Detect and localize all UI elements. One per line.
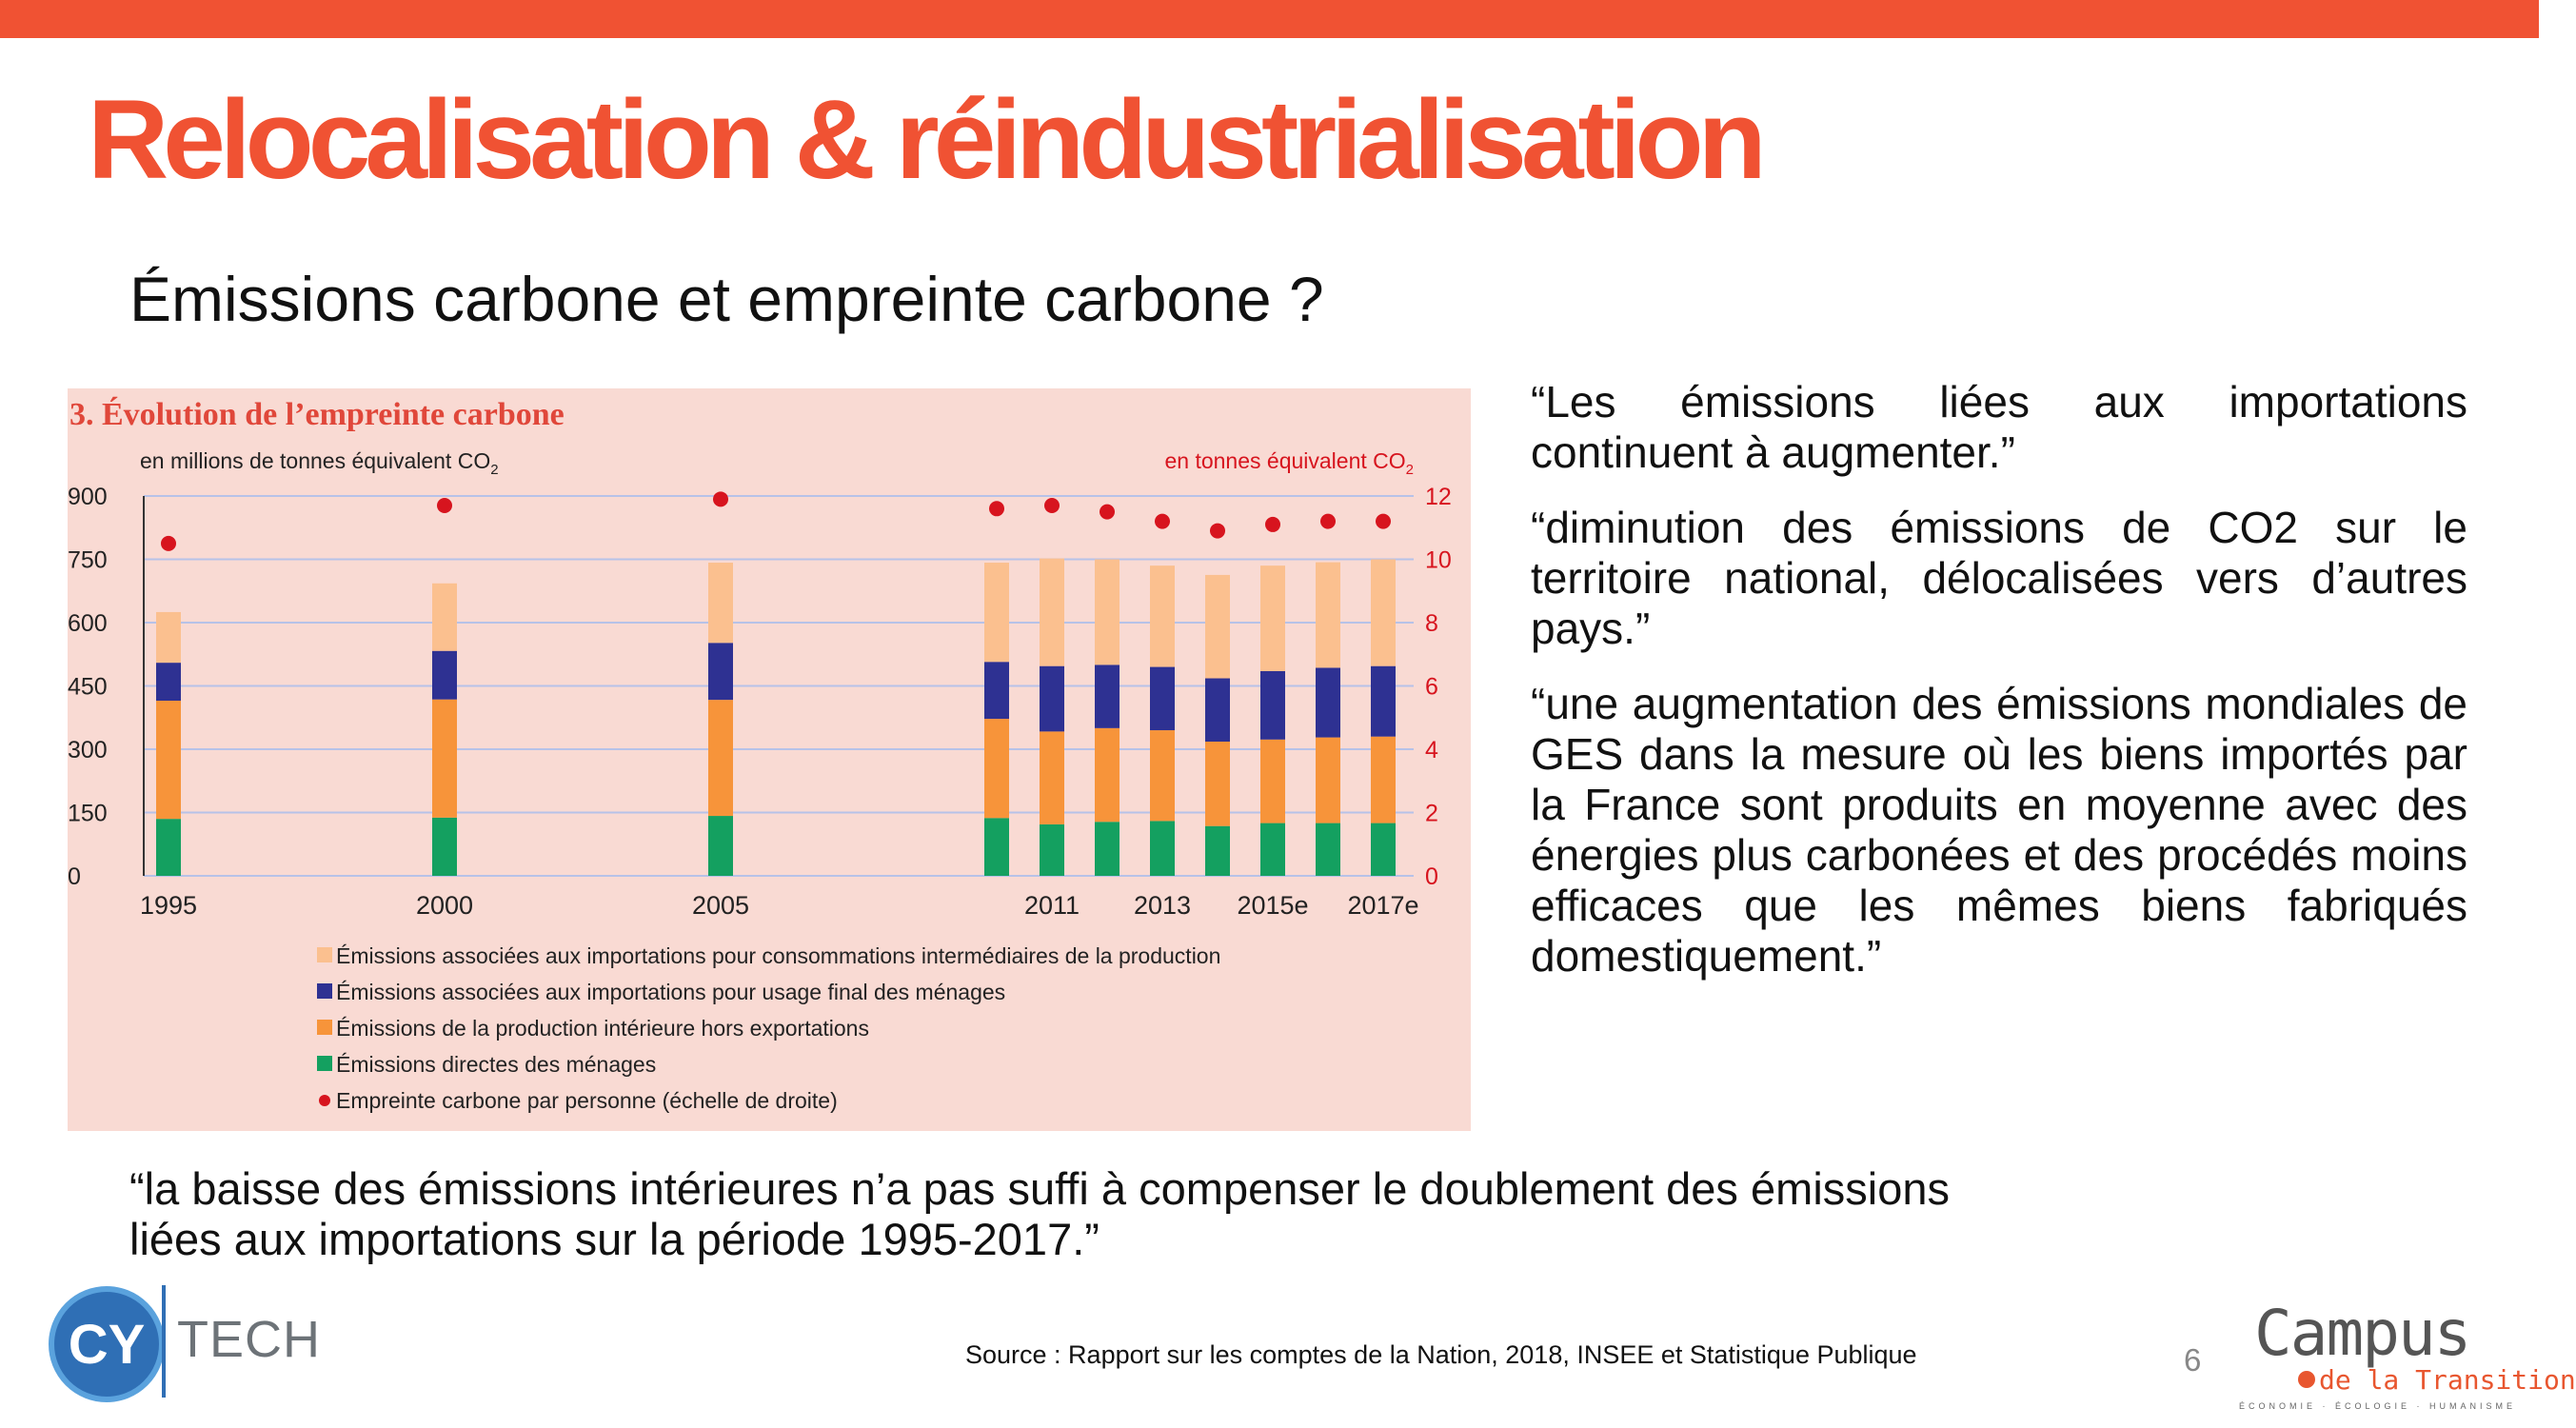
per-capita-point-2000 xyxy=(437,498,452,513)
legend-marker-imports_intermediate xyxy=(317,947,332,962)
y-tick-right: 6 xyxy=(1425,673,1438,701)
y-tick-right: 10 xyxy=(1425,546,1452,574)
cy-logo-divider xyxy=(162,1285,166,1398)
legend-marker-households xyxy=(317,1056,332,1071)
per-capita-point-2005 xyxy=(713,491,728,506)
bar-segment-imports_intermediate-2000 xyxy=(432,584,457,651)
carbon-footprint-chart xyxy=(68,388,1471,1131)
bar-segment-domestic_production-2012 xyxy=(1095,728,1120,822)
x-tick-label: 2011 xyxy=(1023,891,1080,920)
per-capita-point-2012 xyxy=(1100,505,1115,520)
bar-segment-imports_intermediate-2005 xyxy=(708,563,733,643)
bar-segment-imports_final-2016 xyxy=(1316,667,1340,737)
legend-marker-per_capita xyxy=(319,1095,330,1106)
y-tick-right: 12 xyxy=(1425,484,1452,510)
bar-segment-domestic_production-2017 xyxy=(1371,737,1396,823)
per-capita-point-2016 xyxy=(1320,514,1336,529)
bar-segment-domestic_production-2015 xyxy=(1260,740,1285,823)
y-tick-right: 0 xyxy=(1425,863,1438,890)
bar-segment-households-2015 xyxy=(1260,823,1285,876)
x-tick-label: 2013 xyxy=(1133,891,1192,920)
cy-logo-text: TECH xyxy=(177,1311,321,1368)
bar-segment-households-2012 xyxy=(1095,822,1120,876)
campus-logo-tagline: ÉCONOMIE · ÉCOLOGIE · HUMANISME xyxy=(2239,1401,2517,1411)
legend-label-households: Émissions directes des ménages xyxy=(336,1052,657,1077)
legend-marker-domestic_production xyxy=(317,1020,332,1035)
bar-segment-domestic_production-2010 xyxy=(984,719,1009,818)
bar-segment-imports_final-2010 xyxy=(984,662,1009,719)
bar-segment-households-1995 xyxy=(156,819,181,876)
top-accent-bar xyxy=(0,0,2539,38)
chart-per-capita-points xyxy=(161,491,1391,551)
per-capita-point-2013 xyxy=(1155,514,1170,529)
legend-label-imports_final: Émissions associées aux importations pour usage final des ménages xyxy=(336,980,1006,1004)
y-tick-left: 450 xyxy=(68,673,108,701)
legend-label-imports_intermediate: Émissions associées aux importations pour consommations intermédiaires de la production xyxy=(336,943,1221,968)
y-tick-left: 300 xyxy=(68,737,108,764)
chart-y-axis-left xyxy=(68,484,108,890)
legend-label-per_capita: Empreinte carbone par personne (échelle de droite) xyxy=(336,1088,838,1113)
per-capita-point-2015 xyxy=(1265,517,1280,532)
bar-segment-domestic_production-1995 xyxy=(156,701,181,819)
per-capita-point-2014 xyxy=(1210,524,1225,539)
slide-subtitle: Émissions carbone et empreinte carbone ? xyxy=(129,264,1324,334)
bar-segment-households-2011 xyxy=(1040,824,1064,876)
bar-segment-imports_intermediate-2012 xyxy=(1095,560,1120,665)
campus-logo-dot-icon xyxy=(2298,1371,2315,1388)
bar-segment-domestic_production-2011 xyxy=(1040,731,1064,824)
cy-logo-mark: CY xyxy=(68,1314,146,1376)
x-tick-label: 2017e xyxy=(1347,891,1419,920)
bar-segment-households-2016 xyxy=(1316,823,1340,876)
bar-segment-imports_final-1995 xyxy=(156,663,181,701)
bottom-quote: “la baisse des émissions intérieures n’a pas suffi à compenser le doublement des émissions liées aux importations sur la période 1995-2017.” xyxy=(129,1163,1950,1264)
y-tick-right: 2 xyxy=(1425,800,1438,827)
bar-segment-domestic_production-2000 xyxy=(432,700,457,818)
bar-segment-households-2010 xyxy=(984,818,1009,876)
slide-title: Relocalisation & réindustrialisation xyxy=(88,77,1761,203)
quote-imports: “Les émissions liées aux importations continuent à augmenter.” xyxy=(1531,377,2467,477)
bar-segment-imports_intermediate-2010 xyxy=(984,563,1009,662)
x-tick-label: 1995 xyxy=(139,891,198,920)
chart-y-axis-right xyxy=(1425,484,1452,890)
bar-segment-households-2000 xyxy=(432,818,457,876)
per-capita-point-2011 xyxy=(1044,498,1060,513)
quotes-column xyxy=(1531,377,2467,1006)
y-tick-left: 600 xyxy=(68,610,108,637)
bar-segment-imports_final-2000 xyxy=(432,651,457,700)
page-number: 6 xyxy=(2184,1342,2202,1378)
x-tick-label: 2015e xyxy=(1237,891,1309,920)
bar-segment-imports_intermediate-2011 xyxy=(1040,559,1064,666)
quote-relocation: “diminution des émissions de CO2 sur le territoire national, délocalisées vers d’autres pays.” xyxy=(1531,503,2467,653)
per-capita-point-2017 xyxy=(1376,514,1391,529)
bar-segment-imports_intermediate-2014 xyxy=(1205,575,1230,679)
bar-segment-households-2014 xyxy=(1205,826,1230,876)
y-tick-left: 0 xyxy=(68,863,81,890)
bar-segment-imports_intermediate-2015 xyxy=(1260,565,1285,671)
chart-right-unit-label: en tonnes équivalent $CO_2$ xyxy=(1164,448,1414,478)
per-capita-point-1995 xyxy=(161,536,176,551)
x-tick-label: 2000 xyxy=(415,891,474,920)
chart-left-unit-label: en millions de tonnes équivalent $CO_2$ xyxy=(140,448,499,478)
bar-segment-imports_intermediate-1995 xyxy=(156,612,181,663)
legend-marker-imports_final xyxy=(317,983,332,999)
campus-logo-word: Campus xyxy=(2254,1297,2470,1370)
bar-segment-domestic_production-2005 xyxy=(708,700,733,816)
chart-bars xyxy=(156,559,1396,876)
source-citation: Source : Rapport sur les comptes de la Nation, 2018, INSEE et Statistique Publique xyxy=(965,1340,1917,1369)
bar-segment-imports_final-2005 xyxy=(708,643,733,700)
bar-segment-households-2013 xyxy=(1150,821,1175,876)
bar-segment-imports_final-2013 xyxy=(1150,667,1175,731)
chart-x-axis xyxy=(140,891,1419,920)
bar-segment-households-2005 xyxy=(708,816,733,876)
y-tick-left: 750 xyxy=(68,546,108,574)
bar-segment-imports_final-2014 xyxy=(1205,679,1230,743)
chart-svg xyxy=(68,388,1471,1131)
bar-segment-households-2017 xyxy=(1371,823,1396,876)
chart-title: 3. Évolution de l’empreinte carbone xyxy=(69,397,565,432)
per-capita-point-2010 xyxy=(989,501,1004,516)
bar-segment-domestic_production-2016 xyxy=(1316,738,1340,823)
y-tick-left: 900 xyxy=(68,484,108,510)
bar-segment-imports_intermediate-2016 xyxy=(1316,563,1340,668)
y-tick-left: 150 xyxy=(68,800,108,827)
quote-global-emissions: “une augmentation des émissions mondiales de GES dans la mesure où les biens importés par la France sont produits en moyenne avec des énergies plus carbonées et des procédés moins efficaces que les mêmes biens fabriqués domestiquement.” xyxy=(1531,679,2467,981)
x-tick-label: 2005 xyxy=(691,891,750,920)
legend-label-domestic_production: Émissions de la production intérieure hors exportations xyxy=(336,1016,869,1041)
bar-segment-imports_final-2012 xyxy=(1095,664,1120,728)
bar-segment-imports_final-2017 xyxy=(1371,666,1396,737)
bar-segment-imports_final-2011 xyxy=(1040,666,1064,732)
bar-segment-imports_final-2015 xyxy=(1260,671,1285,740)
bar-segment-domestic_production-2013 xyxy=(1150,730,1175,821)
bar-segment-imports_intermediate-2013 xyxy=(1150,565,1175,666)
y-tick-right: 4 xyxy=(1425,737,1438,764)
y-tick-right: 8 xyxy=(1425,610,1438,637)
campus-logo-subtitle: de la Transition xyxy=(2319,1364,2576,1396)
chart-legend xyxy=(317,943,1220,1113)
bar-segment-domestic_production-2014 xyxy=(1205,742,1230,826)
bar-segment-imports_intermediate-2017 xyxy=(1371,560,1396,666)
